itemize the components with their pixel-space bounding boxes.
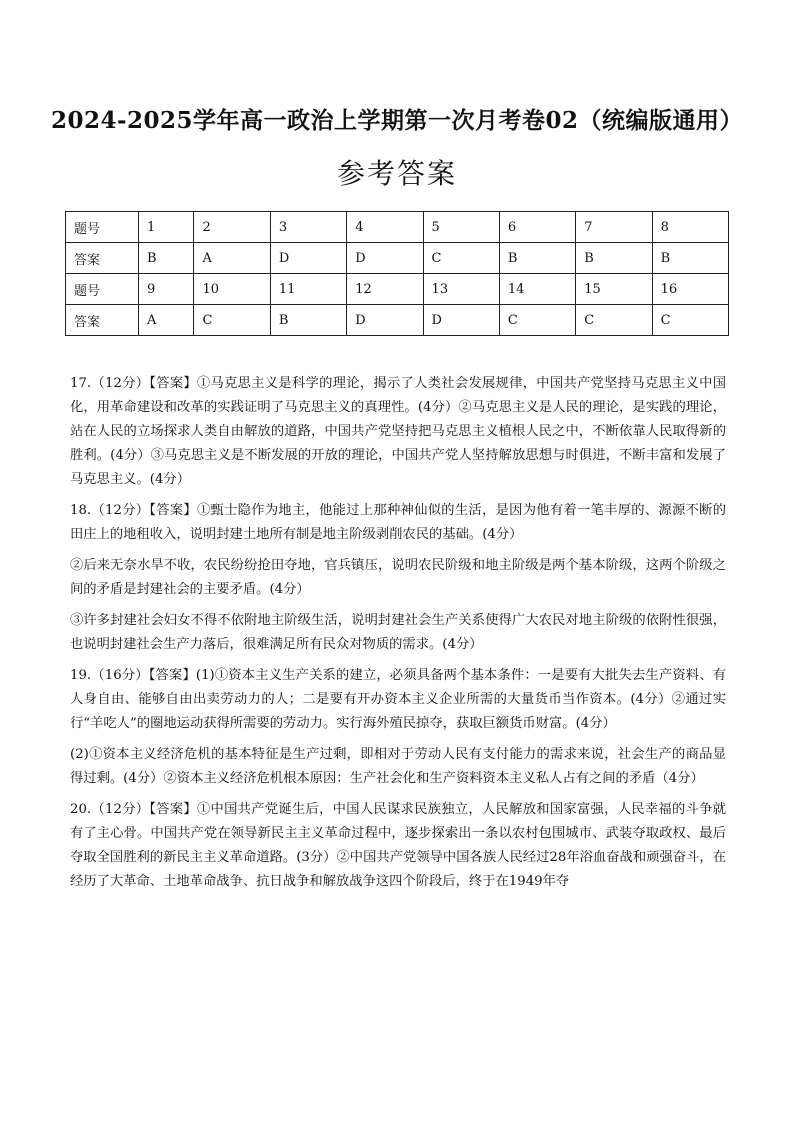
table-row-label: 答案 — [66, 305, 139, 336]
table-cell: 9 — [139, 274, 194, 305]
page-subtitle: 参考答案 — [336, 157, 457, 190]
table-row — [66, 212, 729, 243]
table-cell: B — [652, 243, 728, 274]
table-cell: B — [270, 305, 346, 336]
table-cell: D — [347, 305, 423, 336]
table-cell: A — [139, 305, 194, 336]
table-cell: 14 — [499, 274, 575, 305]
table-cell: B — [139, 243, 194, 274]
answer-table — [65, 211, 729, 336]
answer-paragraph-18-2: ②后来无奈水旱不收，农民纷纷抢田夺地，官兵镇压，说明农民阶级和地主阶级是两个基本阶级，这两个阶级之间的矛盾是封建社会的主要矛盾。(4分） — [70, 558, 726, 597]
table-cell: C — [576, 305, 652, 336]
table-cell: 13 — [423, 274, 499, 305]
answer-paragraph-17: 17.（12分）【答案】①马克思主义是科学的理论，揭示了人类社会发展规律，中国共产党坚持马克思主义中国化，用革命建设和改革的实践证明了马克思主义的真理性。(4分）②马克思主义是人民的理论，是实践的理论，站在人民的立场探求人类自由解放的道路，中国共产党坚持把马克思主义植根人民之中，不断依靠人民取得新的胜利。(4分）③马克思主义是不断发展的开放的理论，中国共产党人坚持解放思想与时俱进，不断丰富和发展了马克思主义。(4分） — [70, 376, 726, 487]
answer-explanations — [70, 372, 726, 901]
table-cell: 4 — [347, 212, 423, 243]
table-cell: C — [652, 305, 728, 336]
table-row — [66, 243, 729, 274]
table-row — [66, 305, 729, 336]
table-cell: B — [499, 243, 575, 274]
table-cell: 5 — [423, 212, 499, 243]
table-cell: C — [499, 305, 575, 336]
answer-paragraph-20: 20.（12分）【答案】①中国共产党诞生后，中国人民谋求民族独立，人民解放和国家富强，人民幸福的斗争就有了主心骨。中国共产党在领导新民主主义革命过程中，逐步探索出一条以农村包围城市、武装夺取政权、最后夺取全国胜利的新民主主义革命道路。(3分）②中国共产党领导中国各族人民经过28年浴血奋战和顽强奋斗，在经历了大革命、土地革命战争、抗日战争和解放战争这四个阶段后，终于在1949年夺 — [70, 802, 726, 889]
table-cell: 16 — [652, 274, 728, 305]
table-cell: 10 — [194, 274, 270, 305]
table-row-label: 题号 — [66, 212, 139, 243]
answer-paragraph-18-3: ③许多封建社会妇女不得不依附地主阶级生活，说明封建社会生产关系使得广大农民对地主阶级的依附性很强，也说明封建社会生产力落后，很难满足所有民众对物质的需求。(4分） — [70, 613, 726, 652]
table-cell: 15 — [576, 274, 652, 305]
table-row — [66, 274, 729, 305]
table-cell: D — [270, 243, 346, 274]
table-cell: 12 — [347, 274, 423, 305]
table-cell: C — [423, 243, 499, 274]
table-cell: 6 — [499, 212, 575, 243]
table-cell: 7 — [576, 212, 652, 243]
table-cell: 1 — [139, 212, 194, 243]
table-cell: D — [423, 305, 499, 336]
answer-paragraph-18-1: 18.（12分）【答案】①甄士隐作为地主，他能过上那种神仙似的生活，是因为他有着一笔丰厚的、源源不断的田庄上的地租收入，说明封建土地所有制是地主阶级剥削农民的基础。(4分） — [70, 503, 726, 542]
answer-paragraph-19-2: (2)①资本主义经济危机的基本特征是生产过剩，即相对于劳动人民有支付能力的需求来说，社会生产的商品显得过剩。(4分）②资本主义经济危机根本原因：生产社会化和生产资料资本主义私人占有之间的矛盾（4分） — [70, 747, 726, 786]
table-cell: B — [576, 243, 652, 274]
table-cell: 2 — [194, 212, 270, 243]
table-row-label: 答案 — [66, 243, 139, 274]
table-cell: 11 — [270, 274, 346, 305]
table-row-label: 题号 — [66, 274, 139, 305]
page-title: 2024-2025学年高一政治上学期第一次月考卷02（统编版通用） — [50, 107, 744, 134]
table-cell: A — [194, 243, 270, 274]
table-cell: 3 — [270, 212, 346, 243]
table-cell: 8 — [652, 212, 728, 243]
table-cell: D — [347, 243, 423, 274]
table-cell: C — [194, 305, 270, 336]
answer-paragraph-19-1: 19.（16分）【答案】(1)①资本主义生产关系的建立，必须具备两个基本条件：一是要有大批失去生产资料、有人身自由、能够自由出卖劳动力的人；二是要有开办资本主义企业所需的大量货币当作资本。(4分）②通过实行“羊吃人”的圈地运动获得所需要的劳动力。实行海外殖民掠夺，获取巨额货币财富。(4分） — [70, 668, 726, 731]
